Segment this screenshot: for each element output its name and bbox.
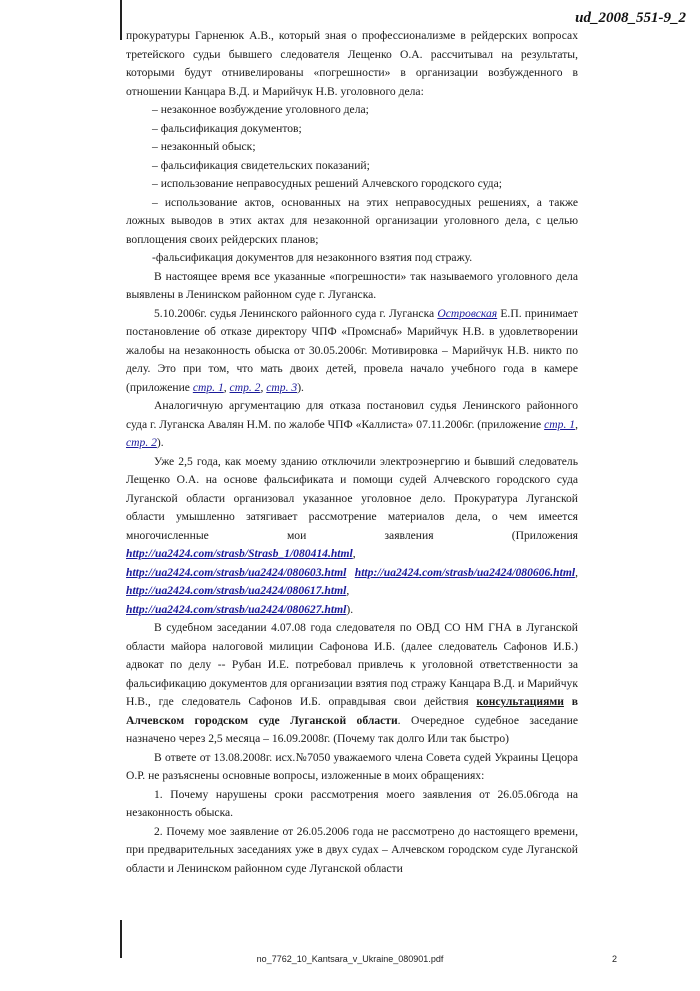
text-span: Аналогичную аргументацию для отказа постановил судья Ленинского районного суда г. Луганска Авалян Н.М. по жалобе ЧПФ «Каллиста» 07.11.2006г. (приложение	[126, 399, 578, 431]
text-span: В судебном заседании 4.07.08 года следователя по ОВД СО НМ ГНА в Луганской области майора налоговой милиции Сафонова И.Б. (далее следователь Сафонов И.Б.) адвокат по делу -- Рубан И.Е. потребовал привлечь к уголовной ответственности за фальсификацию документов для организации взятия под стражу Канцара В.Д. и Марийчук Н.В., где следователь Сафонов И.Б. оправдывая свои действия	[126, 621, 578, 708]
question-item: 2. Почему мое заявление от 26.05.2006 года не рассмотрено до настоящего времени, при предварительных заседаниях уже в двух судах – Алчевском городском суде Луганской области и Ленинском районном суде Луганской области	[126, 824, 578, 875]
appendix-link-page-1[interactable]: стр. 1	[192, 380, 224, 394]
text-span: ).	[297, 380, 304, 394]
paragraph-electricity: Уже 2,5 года, как моему зданию отключили электроэнергию и бывший следователь Лещенко О.А. на основе фальсификата и помощи судей Алчевского городского суда Луганской области организовал указанное уголовное дело. Прокуратура Луганской области умышленно затягивает рассмотрение материалов дела, о чем имеется многочисленные мои заявления (Приложения http://ua2424.com/strasb/Strasb_1/080414.html, http://ua2424.com/strasb/ua2424/080603.html http://ua2424.com/strasb/ua2424/080606.html, http://ua2424.com/strasb/ua2424/080617.html, http://ua2424.com/strasb/ua2424/080627.html).	[126, 454, 578, 616]
judge-name-link[interactable]: Островская	[437, 306, 498, 320]
document-reference: ud_2008_551-9_2	[575, 10, 686, 26]
margin-line-top	[120, 0, 122, 40]
appendix-url-link[interactable]: http://ua2424.com/strasb/ua2424/080627.html	[126, 602, 347, 616]
paragraph-response: В ответе от 13.08.2008г. исх.№7050 уважаемого члена Совета судей Украины Цецора О.Р. не разъяснены основные вопросы, изложенные в моих обращениях:	[126, 750, 578, 782]
text-span: 5.10.2006г. судья Ленинского районного суда г. Луганска	[154, 306, 438, 320]
appendix-link-page-3[interactable]: стр. 3	[266, 380, 298, 394]
appendix-url-link[interactable]: http://ua2424.com/strasb/ua2424/080617.html	[126, 584, 347, 597]
text-span: . Очередное судебное заседание назначено через 2,5 месяца – 16.09.2008г. (Почему так долго Или так быстро)	[126, 713, 578, 745]
footer-filename: no_7762_10_Kantsara_v_Ukraine_080901.pdf	[256, 954, 444, 964]
list-item: – фальсификация свидетельских показаний;	[152, 158, 370, 172]
text-span: Е.П. принимает постановление об отказе директору ЧПФ «Промснаб» Марийчук Н.В. в удовлетворении жалобы на незаконность обыска от 30.05.2006г. Мотивировка – Марийчук Н.В. никто по делу. Это при том, что мать двоих детей, провела начало учебного года в камере (приложение	[126, 306, 579, 394]
text-span: Уже 2,5 года, как моему зданию отключили электроэнергию и бывший следователь Лещенко О.А. на основе фальсификата и помощи судей Алчевского городского суда Луганской области организовал указанное уголовное дело. Прокуратура Луганской области умышленно затягивает рассмотрение материалов дела, о чем имеется многочисленные мои заявления (Приложения	[126, 454, 578, 542]
appendix-link-page-2[interactable]: стр. 2	[229, 380, 261, 394]
list-item: – использование актов, основанных на этих неправосудных решениях, а также ложных выводов в этих актах для незаконной организации уголовного дела, с целью воплощения своих рейдерских планов;	[126, 195, 578, 246]
list-item: – использование неправосудных решений Алчевского городского суда;	[152, 177, 502, 190]
appendix-link-page-2[interactable]: стр. 2	[126, 436, 157, 449]
list-item: – незаконное возбуждение уголовного дела;	[152, 103, 369, 116]
margin-line-bottom	[120, 920, 122, 958]
question-item: 1. Почему нарушены сроки рассмотрения моего заявления от 26.05.06года на незаконность обыска.	[126, 787, 578, 819]
list-item: – незаконный обыск;	[152, 140, 256, 153]
text-span: ).	[156, 436, 164, 449]
paragraph-ostrovskaya: 5.10.2006г. судья Ленинского районного суда г. Луганска Островская Е.П. принимает постановление об отказе директору ЧПФ «Промснаб» Марийчук Н.В. в удовлетворении жалобы на незаконность обыска от 30.05.2006г. Мотивировка – Марийчук Н.В. никто по делу. Это при том, что мать двоих детей, провела начало учебного года в камере (приложение стр. 1, стр. 2, стр. 3).	[126, 306, 579, 394]
paragraph-court-session	[126, 619, 578, 749]
page-body	[126, 27, 578, 878]
paragraph-avalyan: Аналогичную аргументацию для отказа постановил судья Ленинского районного суда г. Луганска Авалян Н.М. по жалобе ЧПФ «Каллиста» 07.11.2006г. (приложение стр. 1, стр. 2).	[126, 399, 578, 449]
appendix-link-page-1[interactable]: стр. 1	[544, 417, 576, 431]
appendix-url-link[interactable]: http://ua2424.com/strasb/Strasb_1/080414.html	[126, 547, 353, 560]
emphasis-text: в Алчевском городском суде Луганской области	[126, 695, 578, 727]
appendix-url-link[interactable]: http://ua2424.com/strasb/ua2424/080606.html	[354, 565, 576, 579]
list-item: – фальсификация документов;	[152, 121, 302, 135]
appendix-url-link[interactable]: http://ua2424.com/strasb/ua2424/080603.html	[126, 565, 347, 579]
paragraph-current-status: В настоящее время все указанные «погрешности» так называемого уголовного дела выявлены в Ленинском районном суде г. Луганска.	[126, 269, 578, 301]
list-item: -фальсификация документов для незаконного взятия под стражу.	[152, 251, 473, 264]
emphasis-text: консультациями	[476, 695, 564, 708]
page-number: 2	[612, 954, 618, 964]
text-span: ).	[346, 602, 354, 616]
paragraph-intro: прокуратуры Гарненюк А.В., который зная о профессионализме в рейдерских вопросах третейского судьи бывшего следователя Лещенко О.А. рассчитывал на результаты, которыми будут отнивелированы «погрешности» в организации возбужденного в отношении Канцара В.Д. и Марийчук Н.В. уголовного дела:	[126, 29, 578, 98]
